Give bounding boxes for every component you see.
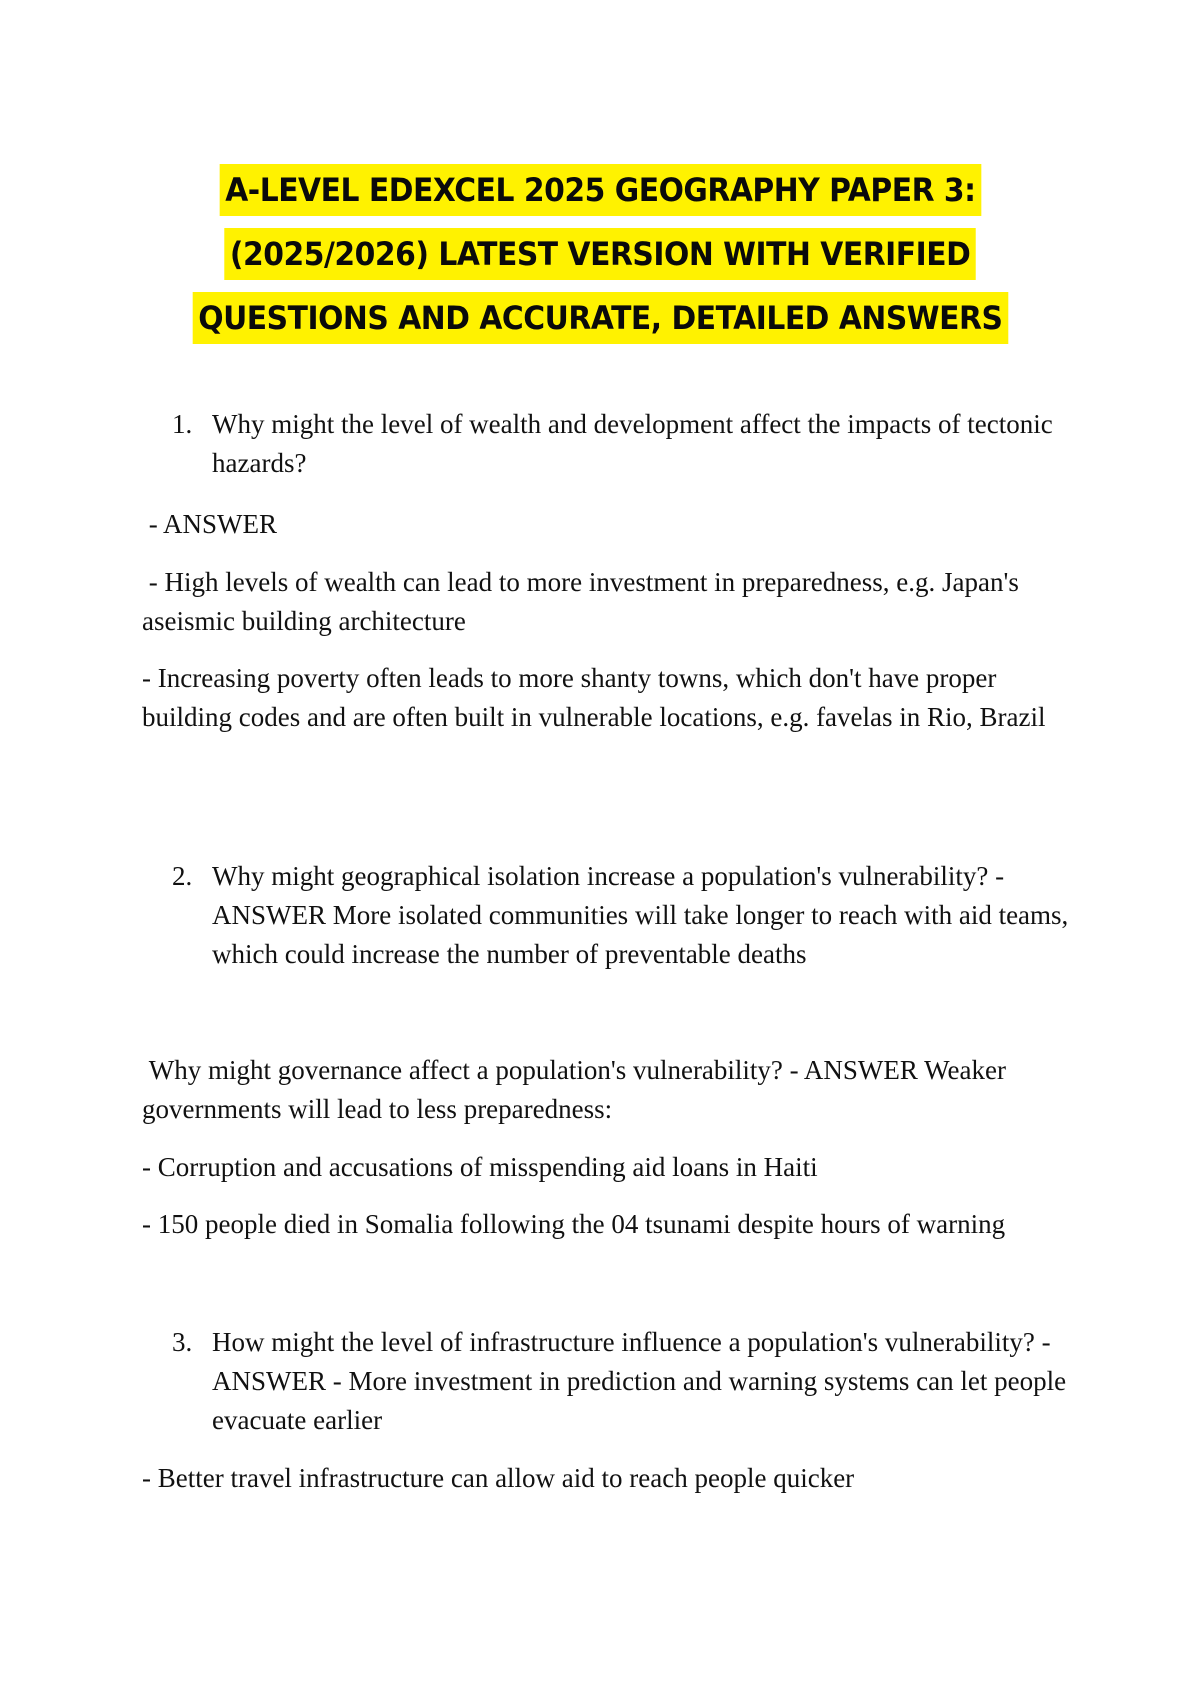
question-1-text: Why might the level of wealth and development affect the impacts of tectonic hazards? [212,409,1053,478]
question-1 [172,405,1072,483]
title-line-2: (2025/2026) LATEST VERSION WITH VERIFIED [224,228,976,280]
question-3-number: 3. [172,1327,193,1357]
title-line-3: QUESTIONS AND ACCURATE, DETAILED ANSWERS [192,292,1007,344]
question-1-answer-point-2: - Increasing poverty often leads to more shanty towns, which don't have proper building codes and are often built in vulnerable locations, e.g. favelas in Rio, Brazil [142,663,1046,732]
question-2 [172,857,1072,974]
governance-point-2: - 150 people died in Somalia following the 04 tsunami despite hours of warning [142,1209,1006,1239]
governance-point-1: - Corruption and accusations of misspending aid loans in Haiti [142,1152,818,1182]
title-line-1: A-LEVEL EDEXCEL 2025 GEOGRAPHY PAPER 3: [219,164,981,216]
question-3-point-1: - Better travel infrastructure can allow aid to reach people quicker [142,1463,855,1493]
question-2-text: Why might geographical isolation increase a population's vulnerability? - ANSWER More isolated communities will take longer to reach with aid teams, which could increase the number of preventable deaths [212,861,1069,969]
question-1-answer-point-1: - High levels of wealth can lead to more investment in preparedness, e.g. Japan's aseismic building architecture [142,567,1026,636]
question-1-number: 1. [172,409,193,439]
question-1-answer-label: - ANSWER [142,509,277,539]
governance-question-text: Why might governance affect a population's vulnerability? - ANSWER Weaker governments will lead to less preparedness: [142,1055,1013,1124]
question-3 [172,1323,1072,1440]
question-3-text: How might the level of infrastructure influence a population's vulnerability? - ANSWER - More investment in prediction and warning systems can let people evacuate earlier [212,1327,1067,1435]
document-title [0,158,1200,350]
question-2-number: 2. [172,861,193,891]
